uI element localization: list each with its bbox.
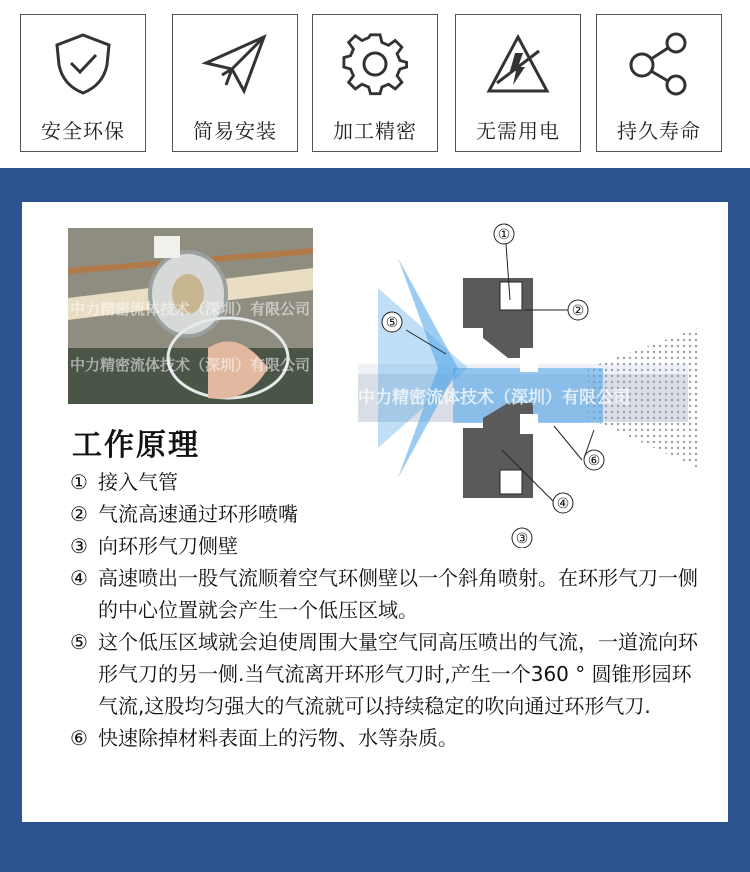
shield-check-icon [21,31,145,97]
paper-plane-icon [173,31,297,97]
step-number: ② [70,502,88,526]
list-item [70,562,710,626]
product-photo [68,228,313,404]
step-text: 快速除掉材料表面上的污物、水等杂质。 [98,726,458,750]
list-item [70,498,710,530]
feature-card-install [172,14,298,152]
feature-label: 加工精密 [333,119,417,143]
diagram-label-6: ⑥ [587,453,601,469]
step-number: ⑤ [70,630,88,654]
feature-card-longevity [596,14,722,152]
feature-label: 简易安装 [193,119,277,143]
step-text: 接入气管 [98,470,178,494]
share-nodes-icon [597,31,721,97]
steps-list [70,466,710,754]
watermark-text: 中力精密流体技术（深圳）有限公司 [70,300,311,318]
step-number: ① [70,470,88,494]
section-title: 工作原理 [72,428,200,463]
gear-icon [313,31,437,97]
feature-row [0,0,750,168]
step-number: ③ [70,534,88,558]
diagram-label-1: ① [497,227,511,243]
feature-label: 持久寿命 [617,119,701,143]
feature-card-no-power [455,14,581,152]
step-number: ⑥ [70,726,88,750]
watermark-text: 中力精密流体技术（深圳）有限公司 [358,388,630,408]
list-item [70,530,710,562]
diagram-label-3: ③ [515,531,529,547]
step-text: 这个低压区域就会迫使周围大量空气同高压喷出的气流，一道流向环形气刀的另一侧.当气流离开环形气刀时,产生一个360 ° 圆锥形园环气流,这股均匀强大的气流就可以持续稳定的吹向通过环形气刀. [98,630,698,718]
feature-label: 安全环保 [41,119,125,143]
diagram-label-4: ④ [556,496,570,512]
list-item [70,722,710,754]
diagram-label-2: ② [571,303,585,319]
feature-label: 无需用电 [476,119,560,143]
list-item [70,466,710,498]
feature-card-precision [312,14,438,152]
list-item [70,626,710,722]
feature-card-safety [20,14,146,152]
step-number: ④ [70,566,88,590]
step-text: 向环形气刀侧壁 [98,534,238,558]
diagram-label-5: ⑤ [385,315,399,331]
watermark-text: 中力精密流体技术（深圳）有限公司 [70,356,311,374]
step-text: 高速喷出一股气流顺着空气环侧壁以一个斜角喷射。在环形气刀一侧的中心位置就会产生一个低压区域。 [98,566,698,622]
step-text: 气流高速通过环形喷嘴 [98,502,298,526]
lightning-warning-icon [456,31,580,97]
